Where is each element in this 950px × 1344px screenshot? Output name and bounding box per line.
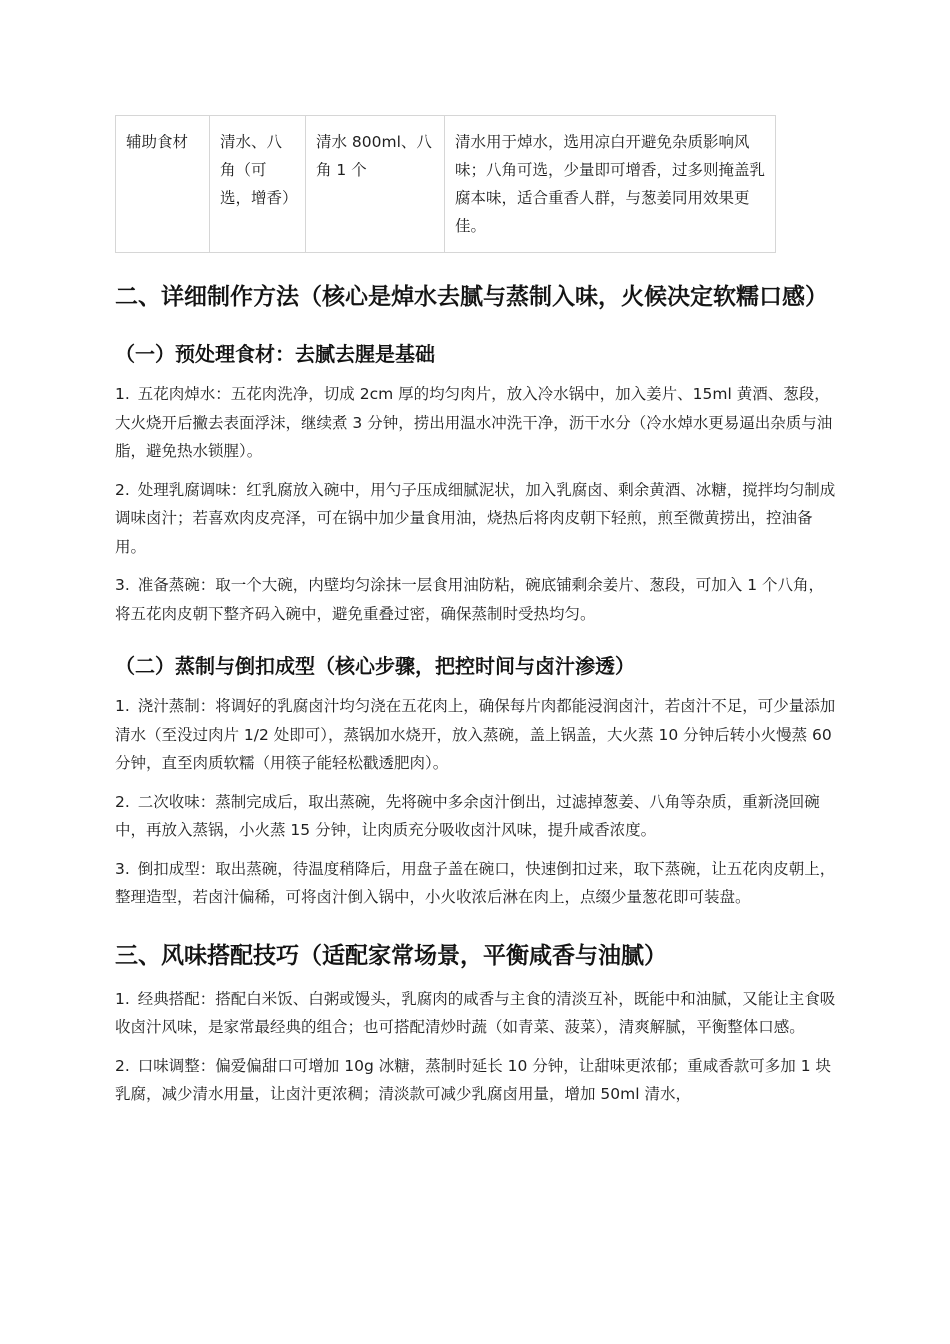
list-item bbox=[115, 985, 837, 1042]
subsection-2-heading: （二）蒸制与倒扣成型（核心步骤，把控时间与卤汁渗透） bbox=[115, 654, 635, 678]
step-text: 准备蒸碗：取一个大碗，内壁均匀涂抹一层食用油防粘，碗底铺剩余姜片、葱段，可加入 1 个八角，将五花肉皮朝下整齐码入碗中，避免重叠过密，确保蒸制时受热均匀。 bbox=[115, 576, 825, 623]
list-item bbox=[115, 855, 837, 912]
step-number: 1. bbox=[115, 697, 130, 715]
step-number: 2. bbox=[115, 792, 130, 811]
list-item bbox=[115, 476, 837, 562]
list-item bbox=[115, 571, 837, 628]
step-number: 1. bbox=[115, 989, 130, 1008]
step-number: 2. bbox=[115, 480, 130, 499]
step-text: 五花肉焯水：五花肉洗净，切成 2cm 厚的均匀肉片，放入冷水锅中，加入姜片、15ml 黄酒、葱段，大火烧开后撇去表面浮沫，继续煮 3 分钟，捞出用温水冲洗干净，沥干水分（冷水焯水更易逼出杂质与油脂，避免热水锁腥）。 bbox=[115, 385, 833, 460]
subsection-1-heading: （一）预处理食材：去腻去腥是基础 bbox=[115, 342, 435, 366]
step-number: 3. bbox=[115, 859, 130, 878]
step-text: 口味调整：偏爱偏甜口可增加 10g 冰糖，蒸制时延长 10 分钟，让甜味更浓郁；重咸香款可多加 1 块乳腐，减少清水用量，让卤汁更浓稠；清淡款可减少乳腐卤用量，增加 50ml 清水， bbox=[115, 1056, 832, 1103]
list-item bbox=[115, 788, 837, 845]
document-page bbox=[115, 115, 837, 1109]
table-cell-notes: 清水用于焯水，选用凉白开避免杂质影响风味；八角可选，少量即可增香，过多则掩盖乳腐本味，适合重香人群，与葱姜同用效果更佳。 bbox=[445, 116, 776, 253]
step-text: 处理乳腐调味：红乳腐放入碗中，用勺子压成细腻泥状，加入乳腐卤、剩余黄酒、冰糖，搅拌均匀制成调味卤汁；若喜欢肉皮亮泽，可在锅中加少量食用油，烧热后将肉皮朝下轻煎，煎至微黄捞出，控油备用。 bbox=[115, 480, 836, 556]
step-text: 二次收味：蒸制完成后，取出蒸碗，先将碗中多余卤汁倒出，过滤掉葱姜、八角等杂质，重新浇回碗中，再放入蒸锅，小火蒸 15 分钟，让肉质充分吸收卤汁风味，提升咸香浓度。 bbox=[115, 792, 820, 839]
list-item bbox=[115, 1052, 837, 1109]
table-cell-ingredients: 清水、八角（可选，增香） bbox=[210, 116, 306, 253]
list-item bbox=[115, 692, 837, 778]
step-number: 3. bbox=[115, 576, 130, 594]
step-text: 浇汁蒸制：将调好的乳腐卤汁均匀浇在五花肉上，确保每片肉都能浸润卤汁，若卤汁不足，可少量添加清水（至没过肉片 1/2 处即可），蒸锅加水烧开，放入蒸碗，盖上锅盖，大火蒸 10 分钟后转小火慢蒸 60 分钟，直至肉质软糯（用筷子能轻松戳透肥肉）。 bbox=[115, 697, 836, 772]
step-number: 1. bbox=[115, 385, 130, 403]
section-2-heading: 二、详细制作方法（核心是焯水去腻与蒸制入味，火候决定软糯口感） bbox=[115, 284, 828, 310]
step-text: 经典搭配：搭配白米饭、白粥或馒头，乳腐肉的咸香与主食的清淡互补，既能中和油腻，又能让主食吸收卤汁风味，是家常最经典的组合；也可搭配清炒时蔬（如青菜、菠菜），清爽解腻，平衡整体口感。 bbox=[115, 989, 836, 1036]
step-text: 倒扣成型：取出蒸碗，待温度稍降后，用盘子盖在碗口，快速倒扣过来，取下蒸碗，让五花肉皮朝上，整理造型，若卤汁偏稀，可将卤汁倒入锅中，小火收浓后淋在肉上，点缀少量葱花即可装盘。 bbox=[115, 859, 836, 906]
list-item bbox=[115, 380, 837, 466]
table-cell-amount: 清水 800ml、八角 1 个 bbox=[306, 116, 445, 253]
table-row bbox=[116, 116, 776, 253]
table-cell-category: 辅助食材 bbox=[116, 116, 210, 253]
step-number: 2. bbox=[115, 1056, 130, 1075]
ingredients-table bbox=[115, 115, 776, 253]
section-3-heading: 三、风味搭配技巧（适配家常场景，平衡咸香与油腻） bbox=[115, 942, 667, 969]
